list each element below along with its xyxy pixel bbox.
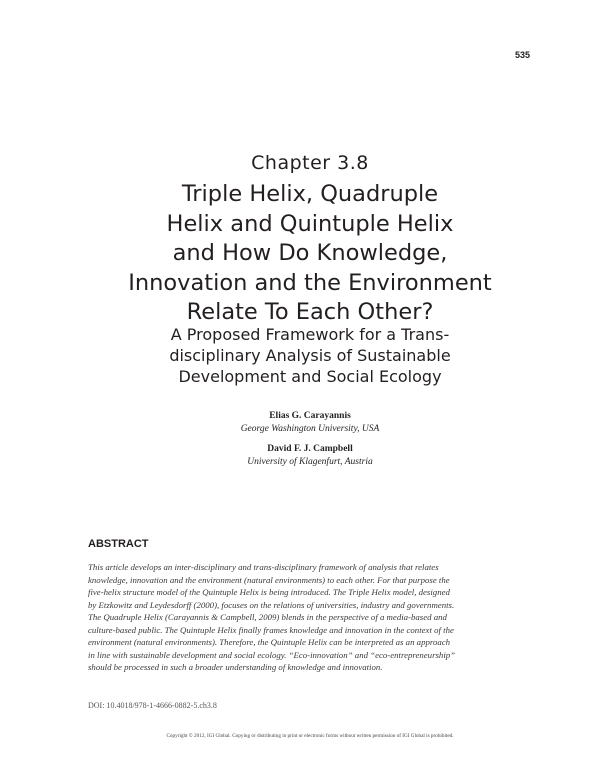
- abstract-heading: ABSTRACT: [88, 538, 149, 550]
- abstract-body: [88, 561, 534, 674]
- title-line: Triple Helix, Quadruple: [181, 181, 439, 207]
- author-name: Elias G. Carayannis: [269, 411, 351, 421]
- chapter-label: Chapter 3.8: [251, 152, 369, 174]
- author-affiliation: George Washington University, USA: [240, 423, 380, 434]
- abstract-line: culture-based public. The Quintuple Helix finally frames knowledge and innovation in the context of the: [88, 624, 454, 635]
- abstract-line: knowledge, innovation and the environment (natural environments) to each other. For that purpose the: [88, 574, 450, 585]
- title-line: Helix and Quintuple Helix: [166, 210, 454, 237]
- abstract-line: in line with sustainable development and social ecology. “Eco-innovation” and “eco-entrepreneurship”: [88, 649, 456, 660]
- author-block: [100, 443, 520, 468]
- abstract-line: The Quadruple Helix (Carayannis & Campbell, 2009) blends in the perspective of a media-based and: [88, 612, 447, 622]
- chapter-title: [50, 180, 570, 328]
- title-line: and How Do Knowledge,: [172, 240, 448, 266]
- page-number: 535: [514, 50, 530, 60]
- abstract-line: five-helix structure model of the Quintuple Helix is being introduced. The Triple Helix model, designed: [88, 587, 450, 597]
- abstract-line: by Etzkowitz and Leydesdorff (2000), focuses on the relations of universities, industry and governments.: [88, 599, 455, 610]
- subtitle-line: A Proposed Framework for a Trans-: [170, 325, 450, 344]
- abstract-line: environment (natural environments). Therefore, the Quintuple Helix can be interpreted as an approach: [88, 637, 451, 647]
- chapter-subtitle: [50, 324, 570, 387]
- abstract-line: This article develops an inter-disciplinary and trans-disciplinary framework of analysis that relates: [88, 562, 439, 572]
- subtitle-line: disciplinary Analysis of Sustainable: [169, 346, 451, 365]
- author-list: [100, 410, 520, 476]
- subtitle-line: Development and Social Ecology: [178, 367, 442, 386]
- title-line: Relate To Each Other?: [186, 299, 434, 325]
- doi: DOI: 10.4018/978-1-4666-0882-5.ch3.8: [88, 701, 217, 710]
- author-name: David F. J. Campbell: [267, 444, 353, 454]
- copyright-notice: Copyright © 2012, IGI Global. Copying or distributing in print or electronic forms without written permission of IGI Global is prohibited.: [166, 733, 454, 739]
- title-line: Innovation and the Environment: [128, 269, 492, 296]
- author-block: [100, 410, 520, 435]
- abstract-line: should be processed in such a broader understanding of knowledge and innovation.: [88, 662, 383, 672]
- author-affiliation: University of Klagenfurt, Austria: [247, 456, 373, 467]
